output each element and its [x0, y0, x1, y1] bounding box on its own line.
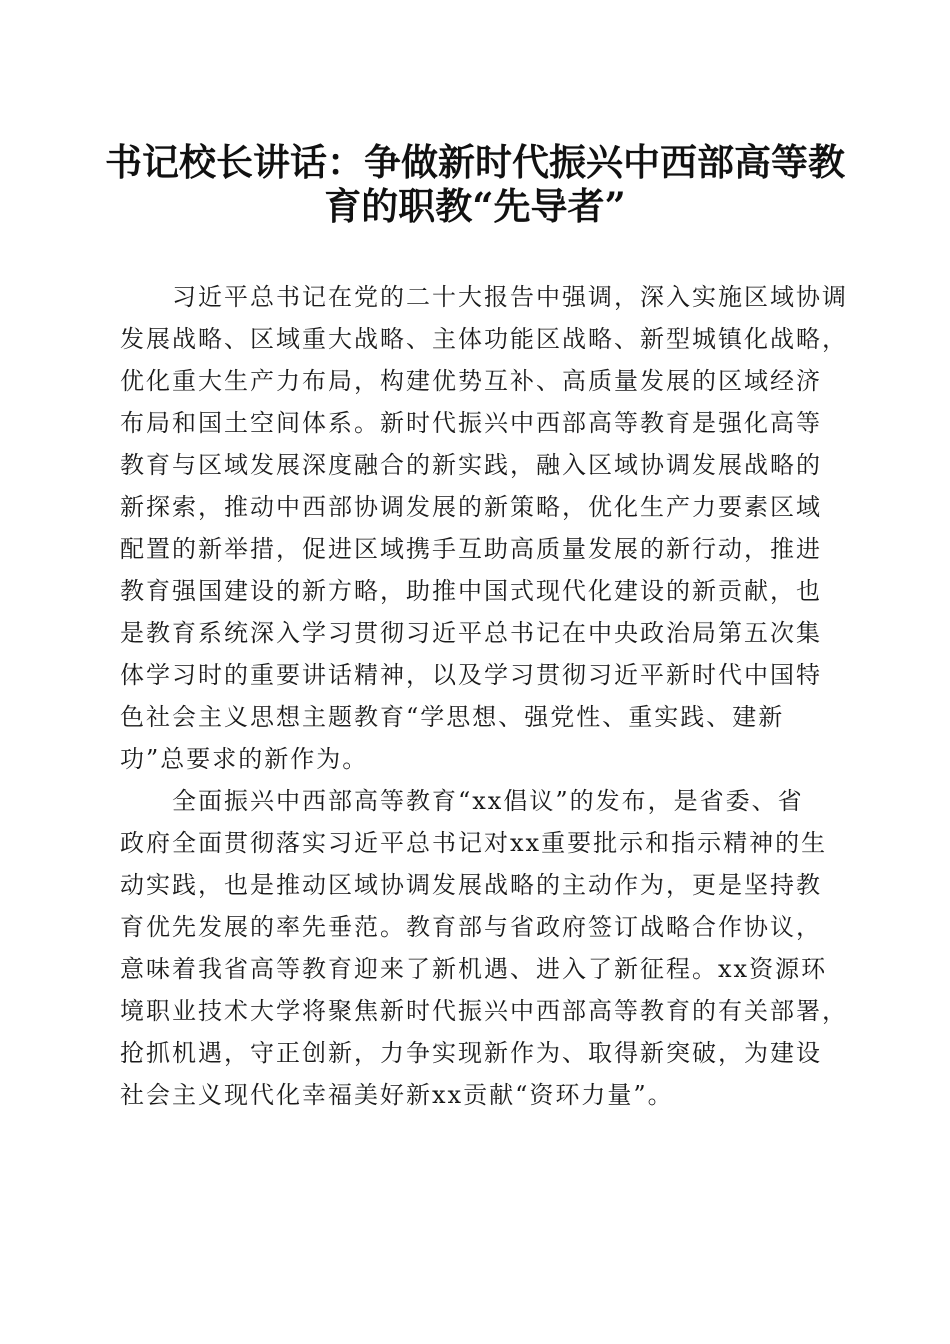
- paragraph-1: [120, 276, 848, 780]
- text-line: 抢抓机遇，守正创新，力争实现新作为、取得新突破，为建设: [120, 1039, 822, 1067]
- paragraph-2: [120, 780, 848, 1116]
- text-line: 动实践，也是推动区域协调发展战略的主动作为，更是坚持教: [120, 871, 822, 899]
- text-line: 新探索，推动中西部协调发展的新策略，优化生产力要素区域: [120, 493, 822, 521]
- text-line: 政府全面贯彻落实习近平总书记对xx重要批示和指示精神的生: [120, 829, 828, 857]
- text-line: 布局和国土空间体系。新时代振兴中西部高等教育是强化高等: [120, 409, 822, 437]
- text-line: 境职业技术大学将聚焦新时代振兴中西部高等教育的有关部署，: [120, 997, 848, 1025]
- text-line: 是教育系统深入学习贯彻习近平总书记在中央政治局第五次集: [120, 619, 822, 647]
- title-line-1: 书记校长讲话：争做新时代振兴中西部高等教: [105, 140, 845, 184]
- text-line: 社会主义现代化幸福美好新xx贡献“资环力量”。: [120, 1081, 674, 1109]
- text-line: 育优先发展的率先垂范。教育部与省政府签订战略合作协议，: [120, 913, 822, 941]
- text-line: 配置的新举措，促进区域携手互助高质量发展的新行动，推进: [120, 535, 822, 563]
- title-line-2: 育的职教“先导者”: [324, 184, 626, 228]
- text-line: 色社会主义思想主题教育“学思想、强党性、重实践、建新: [120, 703, 785, 731]
- page-title: [100, 140, 850, 228]
- text-line: 全面振兴中西部高等教育“xx倡议”的发布，是省委、省: [120, 787, 804, 815]
- text-line: 教育与区域发展深度融合的新实践，融入区域协调发展战略的: [120, 451, 822, 479]
- document-body: [120, 276, 848, 1116]
- text-line: 习近平总书记在党的二十大报告中强调，深入实施区域协调: [120, 283, 848, 311]
- text-line: 教育强国建设的新方略，助推中国式现代化建设的新贡献，也: [120, 577, 822, 605]
- text-line: 功”总要求的新作为。: [120, 745, 369, 773]
- text-line: 优化重大生产力布局，构建优势互补、高质量发展的区域经济: [120, 367, 822, 395]
- text-line: 体学习时的重要讲话精神，以及学习贯彻习近平新时代中国特: [120, 661, 822, 689]
- text-line: 意味着我省高等教育迎来了新机遇、进入了新征程。xx资源环: [120, 955, 828, 983]
- text-line: 发展战略、区域重大战略、主体功能区战略、新型城镇化战略，: [120, 325, 848, 353]
